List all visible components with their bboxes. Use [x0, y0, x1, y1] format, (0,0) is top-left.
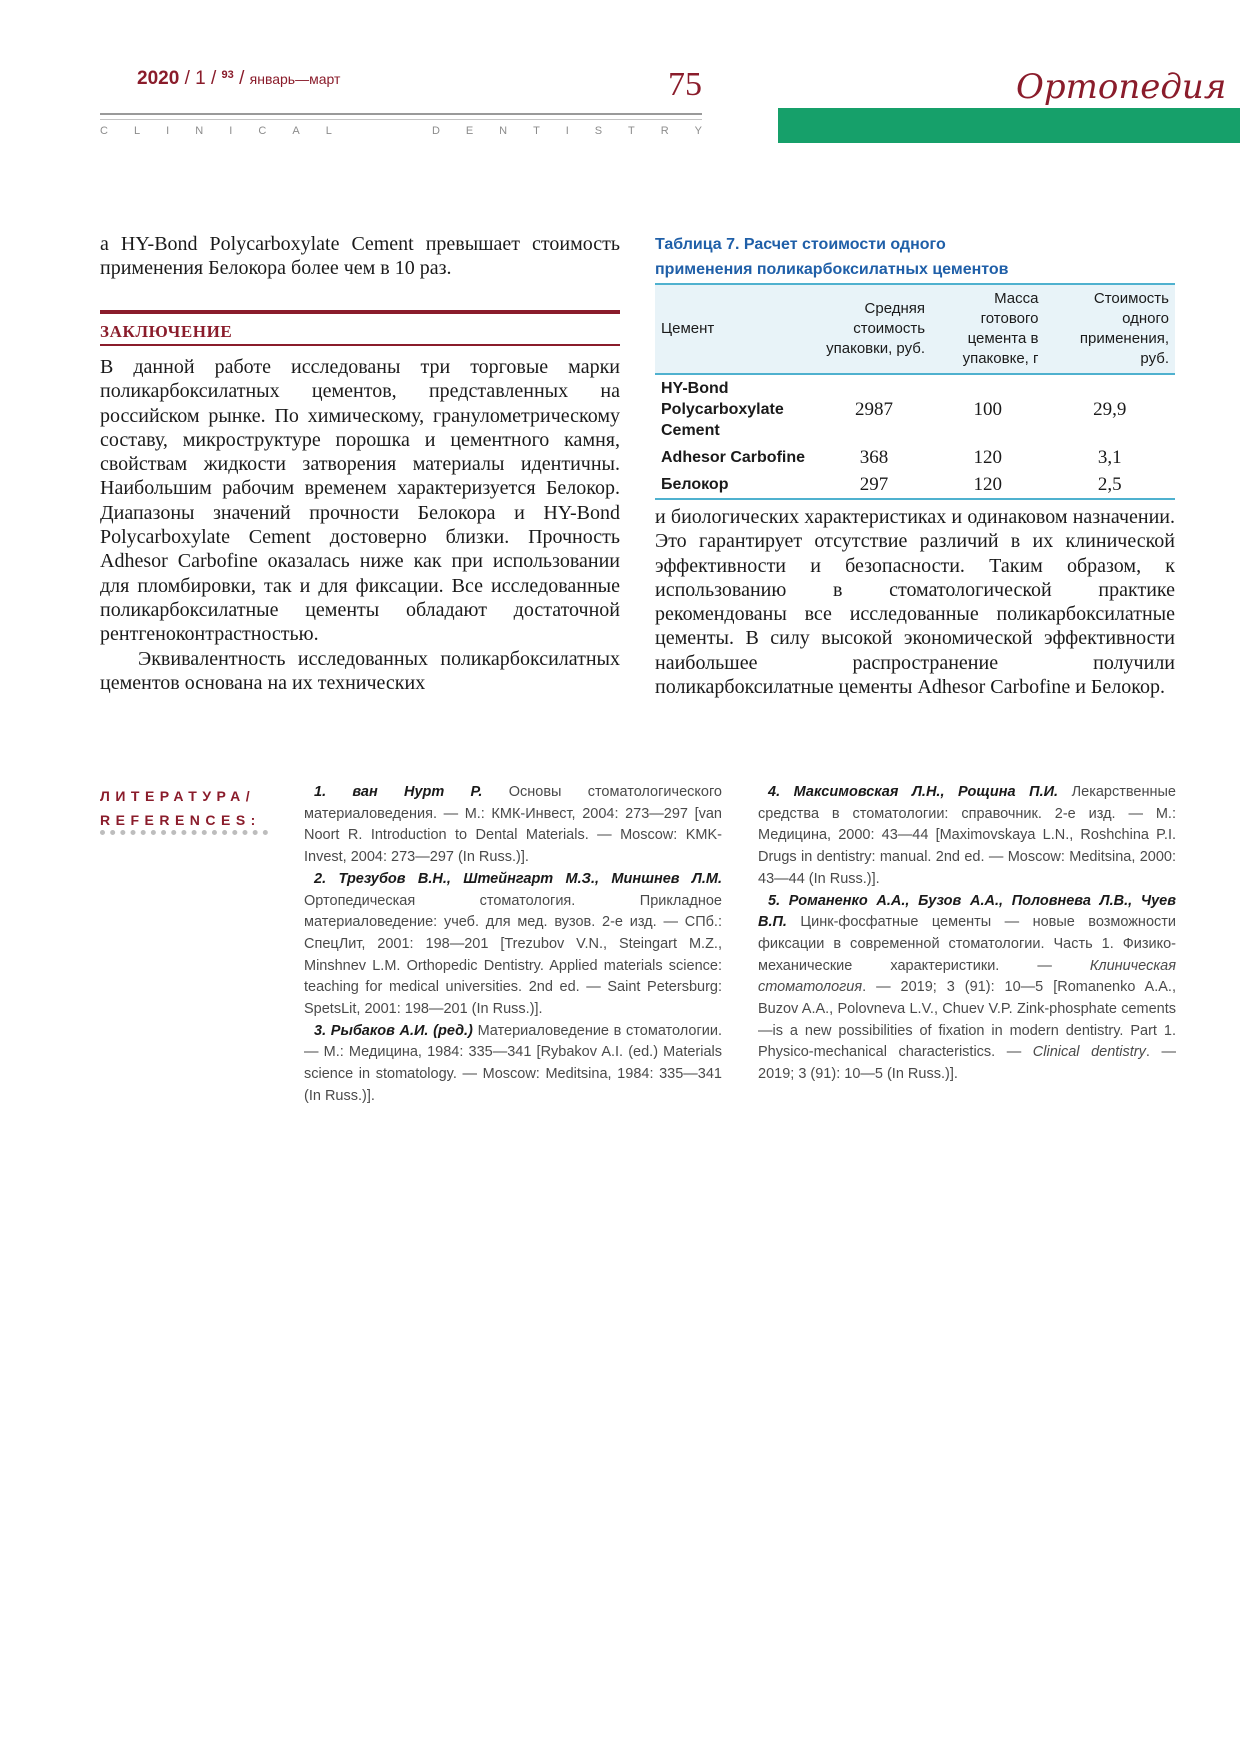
reference-item: 2. Трезубов В.Н., Штейнгарт М.З., Миншнев Л.М. Ортопедическая стоматология. Прикладное материаловедение: учеб. для мед. вузов. 2-е изд. — СПб.: СпецЛит, 2001: 198—201 [Trezubov V.N., Steingart M.Z., Minshnev L.M. Orthopedic Dentistry. Applied materials science: teaching for medical universities. 2nd ed. — Saint Petersburg: SpetsLit, 2001: 198—201 (In Russ.)].	[304, 870, 722, 1018]
references-column-1	[304, 782, 722, 1108]
cell-mass: 100	[973, 399, 1002, 420]
table-row	[655, 471, 1175, 499]
cell-package-cost: 368	[859, 447, 889, 468]
conclusion-rule-bottom	[100, 344, 620, 346]
references-dotted-rule	[100, 830, 268, 835]
cell-cement-name: Adhesor Carbofine	[661, 449, 806, 466]
references-column-2	[758, 782, 1176, 1086]
header-rule	[100, 113, 702, 115]
section-title: Ортопедия	[1016, 67, 1227, 107]
issue-number: 1	[195, 68, 206, 89]
cell-cost-per-use: 29,9	[1093, 399, 1127, 420]
section-color-bar	[778, 108, 1240, 143]
issue-info: 2020 / 1 / $^{93}$ / январь—март	[137, 68, 341, 89]
column-header-package-cost: Средняя стоимость упаковки, руб.	[817, 284, 931, 374]
issue-months: январь—март	[249, 71, 341, 87]
column-header-cement: Цемент	[655, 284, 817, 374]
column-header-cost-per-use: Стоимость одного применения, руб.	[1044, 284, 1175, 374]
reference-item: 5. Романенко А.А., Бузов А.А., Половнева Л.В., Чуев В.П. Цинк-фосфатные цементы — новые возможности фиксации в современной стоматологии. Часть 1. Физико-механические характеристики. — Клиническая стоматология. — 2019; 3 (91): 10—5 [Romanenko A.A., Buzov A.A., Polovneva L.V., Chuev V.P. Zink-phosphate cements—is a new possibilities of fixation in modern dentistry. Part 1. Physico-mechanical characteristics. — Clinical dentistry. — 2019; 3 (91): 10—5 (In Russ.)].	[758, 892, 1176, 1083]
journal-name	[100, 125, 702, 137]
journal-word-dentistry: D E N T I S T R Y	[432, 125, 702, 137]
conclusion-paragraph-2-end: и биологических характеристиках и одинаковом назначении. Это гарантирует отсутствие различий в их клинической эффективности и безопасности. Таким образом, к использованию в стоматологической практике рекомендованы все исследованные поликарбоксилатные цементы. В силу высокой экономической эффективности наибольшее распространение получили поликарбоксилатные цементы Adhesor Carbofine и Белокор.	[655, 506, 1175, 699]
reference-item: 1. ван Нурт Р. Основы стоматологического материаловедения. — М.: КМК-Инвест, 2004: 273—297 [van Noort R. Introduction to Dental Materials. — Moscow: KMK-Invest, 2004: 273—297 (In Russ.)].	[304, 784, 722, 866]
cell-cement-name: HY-Bond Polycarboxylate Cement	[661, 380, 784, 439]
conclusion-heading: ЗАКЛЮЧЕНИЕ	[100, 322, 233, 341]
cell-cost-per-use: 3,1	[1097, 447, 1122, 468]
cell-package-cost: 297	[859, 474, 889, 495]
conclusion-paragraph-2-start: Эквивалентность исследованных поликарбоксилатных цементов основана на их технических	[100, 647, 620, 694]
reference-item: 4. Максимовская Л.Н., Рощина П.И. Лекарственные средства в стоматологии: справочник. 2-е изд. — М.: Медицина, 2000: 43—44 [Maximovskaya L.N., Roshchina P.I. Drugs in dentistry: manual. 2nd ed. — Moscow: Meditsina, 2000: 43—44 (In Russ.)].	[758, 784, 1176, 887]
cell-package-cost: 2987	[855, 399, 893, 420]
intro-paragraph: а HY-Bond Polycarboxylate Cement превышает стоимость применения Белокора более чем в 10 раз.	[100, 233, 620, 280]
references-label: ЛИТЕРАТУРА/ REFERENCES:	[100, 788, 261, 828]
journal-word-clinical: C L I N I C A L	[100, 125, 332, 137]
conclusion-continued	[655, 505, 1175, 699]
table-header-row	[655, 284, 1175, 374]
conclusion-paragraph-1: В данной работе исследованы три торговые марки поликарбоксилатных цементов, представленных на российском рынке. По химическому, гранулометрическому составу, микроструктуре порошка и цементного камня, свойствам жидкости затворения материалы идентичны. Наибольшим рабочим временем характеризуется Белокор. Диапазоны значений прочности Белокора и HY-Bond Polycarboxylate Cement достоверно близки. Прочность Adhesor Carbofine оказалась ниже как при использовании для пломбировки, так и для фиксации. Все исследованные поликарбоксилатные цементы обладают достаточной рентгеноконтрастностью.	[100, 356, 620, 646]
cell-mass: 120	[973, 474, 1002, 495]
cell-cement-name: Белокор	[661, 476, 729, 493]
header-rule-thin	[100, 119, 702, 120]
cell-mass: 120	[973, 447, 1002, 468]
page-number: 75	[668, 66, 702, 103]
cost-table	[655, 283, 1175, 500]
table-row	[655, 444, 1175, 471]
issue-year: 2020	[137, 68, 180, 89]
conclusion-rule-top	[100, 310, 620, 314]
cell-cost-per-use: 2,5	[1097, 474, 1122, 495]
conclusion-text	[100, 355, 620, 695]
total-issue: 93	[221, 69, 234, 81]
reference-item: 3. Рыбаков А.И. (ред.) Материаловедение в стоматологии. — М.: Медицина, 1984: 335—341 [Rybakov A.I. (ed.) Materials science in stomatology. — Moscow: Meditsina, 1984: 335—341 (In Russ.)].	[304, 1022, 722, 1104]
table-caption: Таблица 7. Расчет стоимости одного применения поликарбоксилатных цементов	[655, 236, 1009, 278]
column-header-mass: Масса готового цемента в упаковке, г	[931, 284, 1044, 374]
table-row	[655, 374, 1175, 444]
